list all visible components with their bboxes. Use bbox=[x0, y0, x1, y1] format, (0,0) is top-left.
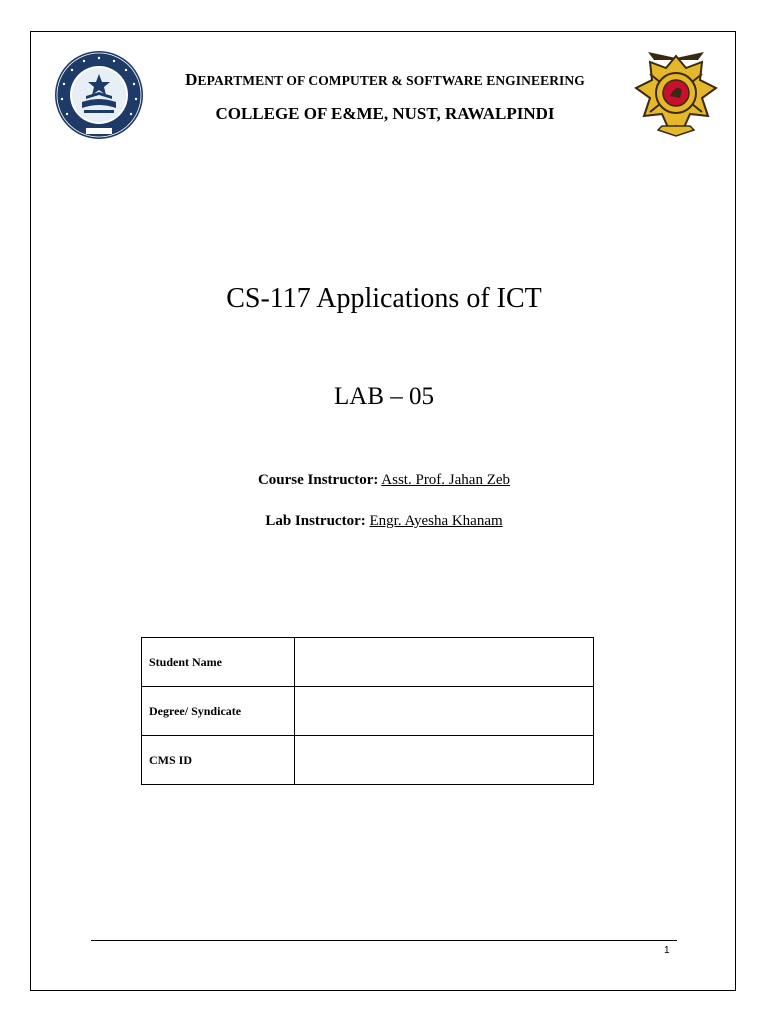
department-name: DEPARTMENT OF COMPUTER & SOFTWARE ENGINEERING bbox=[185, 70, 585, 89]
footer-divider bbox=[91, 940, 677, 941]
cms-id-label: CMS ID bbox=[142, 736, 295, 785]
course-title: CS-117 Applications of ICT bbox=[226, 283, 542, 314]
course-instructor bbox=[0, 472, 768, 489]
lab-instructor-value: Engr. Ayesha Khanam bbox=[369, 513, 503, 529]
student-name-field[interactable] bbox=[295, 638, 594, 687]
degree-syndicate-label: Degree/ Syndicate bbox=[142, 687, 295, 736]
lab-instructor bbox=[0, 513, 768, 530]
eme-crest-icon bbox=[628, 46, 724, 140]
course-instructor-value: Asst. Prof. Jahan Zeb bbox=[381, 472, 511, 488]
table-row bbox=[142, 736, 594, 785]
nust-seal-icon bbox=[54, 50, 144, 140]
student-name-label: Student Name bbox=[142, 638, 295, 687]
cms-id-field[interactable] bbox=[295, 736, 594, 785]
degree-syndicate-field[interactable] bbox=[295, 687, 594, 736]
page-border bbox=[30, 31, 736, 991]
table-row bbox=[142, 638, 594, 687]
page-number: 1 bbox=[664, 945, 670, 956]
lab-instructor-label: Lab Instructor: bbox=[265, 513, 366, 529]
lab-title: LAB – 05 bbox=[334, 383, 434, 410]
college-name: COLLEGE OF E&ME, NUST, RAWALPINDI bbox=[215, 104, 555, 123]
course-instructor-label: Course Instructor: bbox=[257, 472, 379, 488]
table-row bbox=[142, 687, 594, 736]
student-info-table bbox=[141, 637, 594, 785]
